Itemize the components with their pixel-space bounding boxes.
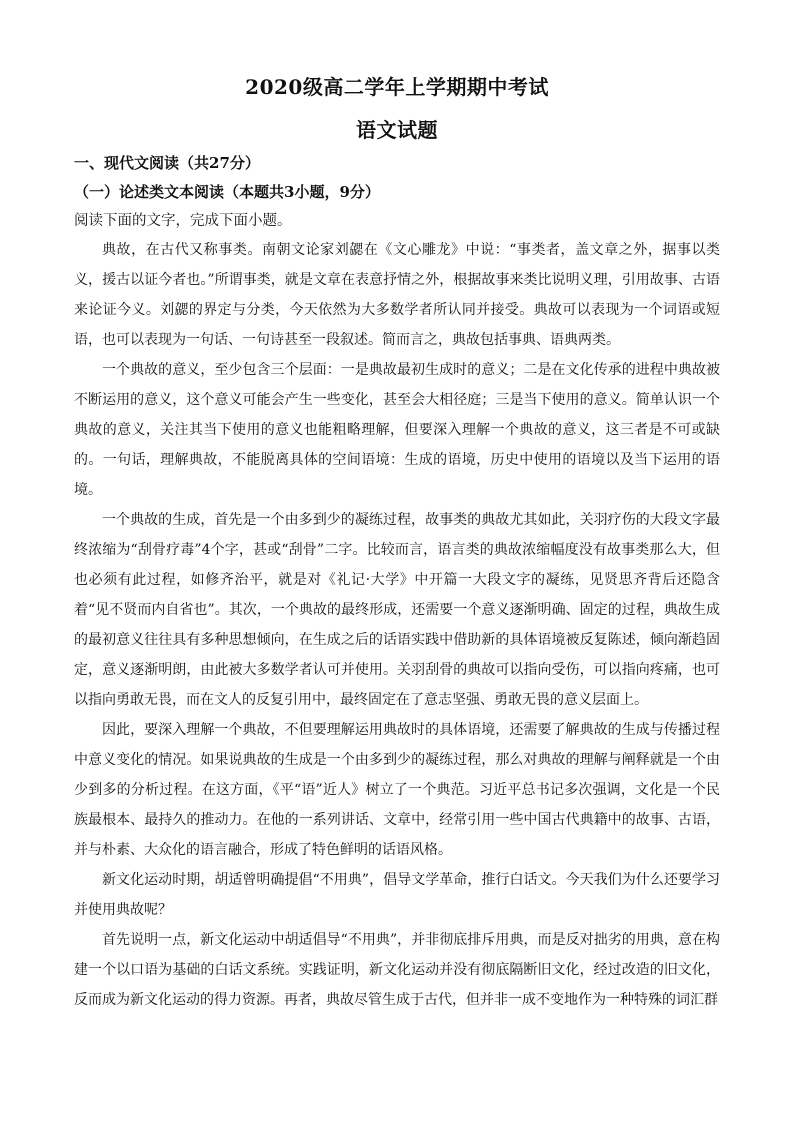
reading-passage: [74, 235, 720, 1015]
exam-subtitle: 语文试题: [356, 118, 438, 142]
passage-paragraph: 典故，在古代又称事类。南朝文论家刘勰在《文心雕龙》中说：“事类者，盖文章之外，据事以类义，援古以证今者也。”所谓事类，就是文章在表意抒情之外，根据故事来类比说明义理，引用故事、古语来论证今义。刘勰的界定与分类，今天依然为大多数学者所认同并接受。典故可以表现为一个词语或短语，也可以表现为一句话、一句诗甚至一段叙述。简而言之，典故包括事典、语典两类。: [74, 242, 720, 348]
reading-instruction: 阅读下面的文字，完成下面小题。: [74, 213, 292, 229]
passage-paragraph: 一个典故的意义，至少包含三个层面：一是典故最初生成时的意义；二是在文化传承的进程中典故被不断运用的意义，这个意义可能会产生一些变化，甚至会大相径庭；三是当下使用的意义。简单认识一个典故的意义，关注其当下使用的意义也能粗略理解，但要深入理解一个典故的意义，这三者是不可或缺的。一句话，理解典故，不能脱离具体的空间语境：生成的语境，历史中使用的语境以及当下运用的语境。: [74, 362, 720, 498]
exam-title: 2020级高二学年上学期期中考试: [245, 75, 549, 99]
passage-paragraph: 一个典故的生成，首先是一个由多到少的凝练过程，故事类的典故尤其如此，关羽疗伤的大段文字最终浓缩为“刮骨疗毒”4个字，甚或“刮骨”二字。比较而言，语言类的典故浓缩幅度没有故事类那么大，但也必须有此过程，如修齐治平，就是对《礼记·大学》中开篇一大段文字的凝练，见贤思齐背后还隐含着“见不贤而内自省也”。其次，一个典故的最终形成，还需要一个意义逐渐明确、固定的过程，典故生成的最初意义往往具有多种思想倾向，在生成之后的话语实践中借助新的具体语境被反复陈述，倾向渐趋固定，意义逐渐明朗，由此被大多数学者认可并使用。关羽刮骨的典故可以指向受伤，可以指向疼痛，也可以指向勇敢无畏，而在文人的反复引用中，最终固定在了意志坚强、勇敢无畏的意义层面上。: [74, 512, 720, 708]
passage-paragraph: 新文化运动时期，胡适曾明确提倡“不用典”，倡导文学革命，推行白话文。今天我们为什么还要学习并使用典故呢？: [74, 872, 720, 918]
section-heading: 一、现代文阅读（共27分）: [74, 154, 260, 172]
subsection-heading: （一）论述类文本阅读（本题共3小题，9分）: [74, 183, 380, 201]
passage-paragraph: 首先说明一点，新文化运动中胡适倡导“不用典”，并非彻底排斥用典，而是反对拙劣的用典，意在构建一个以口语为基础的白话文系统。实践证明，新文化运动并没有彻底隔断旧文化，经过改造的旧文化，反而成为新文化运动的得力资源。再者，典故尽管生成于古代，但并非一成不变地作为一种特殊的词汇群: [74, 932, 720, 1008]
passage-paragraph: 因此，要深入理解一个典故，不但要理解运用典故时的具体语境，还需要了解典故的生成与传播过程中意义变化的情况。如果说典故的生成是一个由多到少的凝练过程，那么对典故的理解与阐释就是一个由少到多的分析过程。在这方面，《平“语”近人》树立了一个典范。习近平总书记多次强调，文化是一个民族最根本、最持久的推动力。在他的一系列讲话、文章中，经常引用一些中国古代典籍中的故事、古语，并与朴素、大众化的语言融合，形成了特色鲜明的话语风格。: [74, 722, 720, 858]
